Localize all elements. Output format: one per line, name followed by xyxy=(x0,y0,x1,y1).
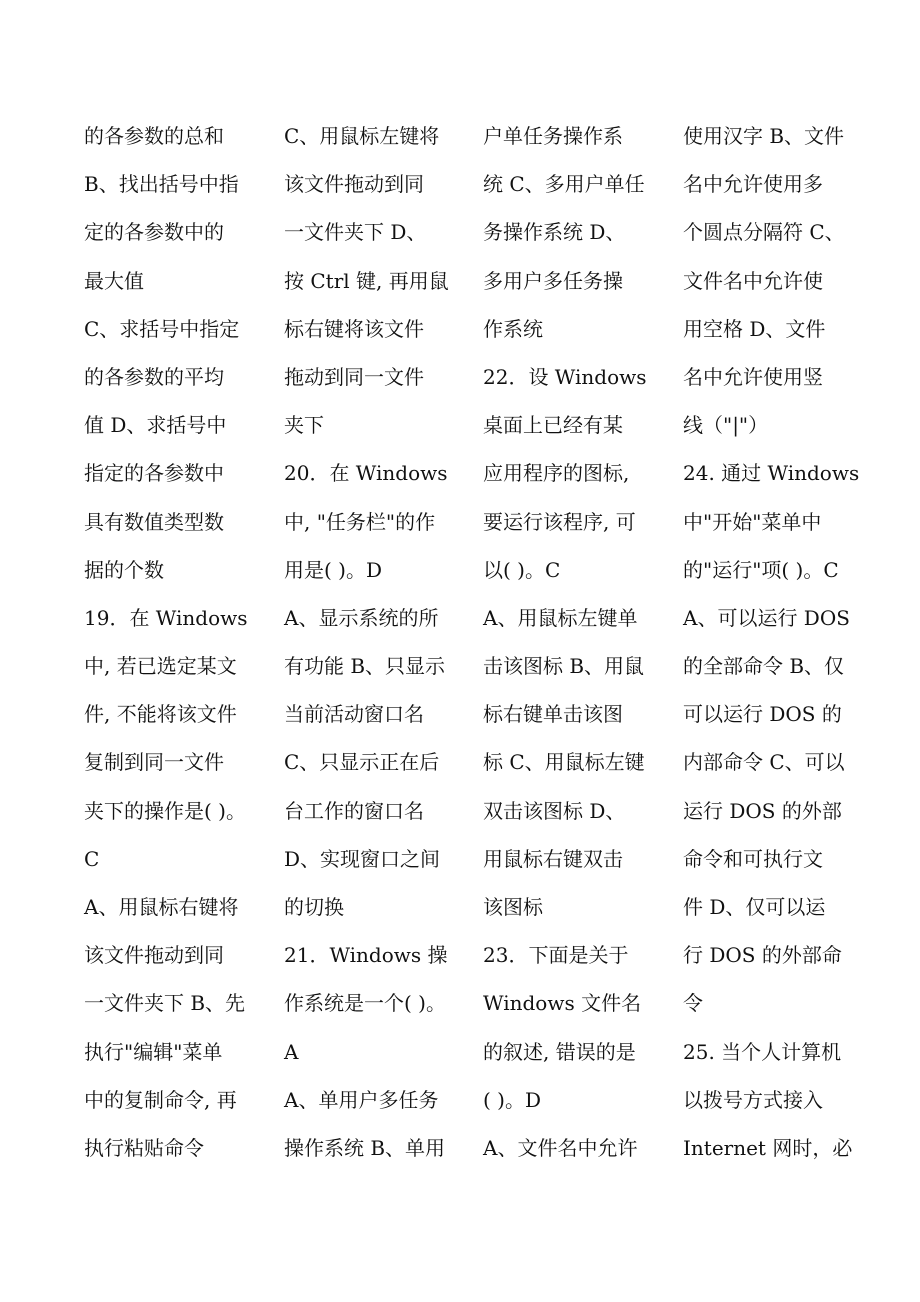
text-line: 统 C、多用户单任 xyxy=(483,172,645,197)
text-line: 21．Windows 操 xyxy=(284,943,448,968)
text-line: C、求括号中指定 xyxy=(84,316,240,341)
text-line: 中, "任务栏"的作 xyxy=(284,509,436,534)
text-line: 24. 通过 Windows xyxy=(683,461,860,486)
text-line: 中"开始"菜单中 xyxy=(683,509,822,534)
text-line: A、单用户多任务 xyxy=(284,1087,439,1112)
text-line: 作系统是一个( )。 xyxy=(284,991,446,1016)
text-line: 个圆点分隔符 C、 xyxy=(683,220,845,245)
text-line: 内部命令 C、可以 xyxy=(683,750,845,775)
text-line: 台工作的窗口名 xyxy=(284,798,424,823)
text-line: 件, 不能将该文件 xyxy=(84,702,237,727)
text-line: 以拨号方式接入 xyxy=(683,1087,823,1112)
text-line: 一文件夹下 D、 xyxy=(284,220,427,245)
text-line: 该文件拖动到同 xyxy=(284,172,424,197)
text-line: A、显示系统的所 xyxy=(284,605,439,630)
text-line: 击该图标 B、用鼠 xyxy=(483,654,645,679)
text-line: 双击该图标 D、 xyxy=(483,798,626,823)
text-line: 当前活动窗口名 xyxy=(284,702,424,727)
text-line: 定的各参数中的 xyxy=(84,220,224,245)
text-line: A、文件名中允许 xyxy=(483,1135,638,1160)
text-line: Windows 文件名 xyxy=(483,991,642,1016)
text-line: 具有数值类型数 xyxy=(84,509,224,534)
text-line: C xyxy=(84,846,100,871)
text-line: ( )。D xyxy=(483,1087,541,1112)
text-line: 文件名中允许使 xyxy=(683,268,823,293)
text-line: 多用户多任务操 xyxy=(483,268,623,293)
text-line: 的各参数的平均 xyxy=(84,364,224,389)
text-line: 线（"|"） xyxy=(683,413,769,438)
text-line: 最大值 xyxy=(84,268,144,293)
text-line: 标右键单击该图 xyxy=(483,702,623,727)
text-line: 中的复制命令, 再 xyxy=(84,1087,237,1112)
text-line: 中, 若已选定某文 xyxy=(84,654,237,679)
text-line: B、找出括号中指 xyxy=(84,172,239,197)
text-line: 用空格 D、文件 xyxy=(683,316,826,341)
text-line: 的"运行"项( )。C xyxy=(683,557,839,582)
text-line: A、可以运行 DOS xyxy=(683,605,850,630)
text-line: D、实现窗口之间 xyxy=(284,846,441,871)
text-line: 作系统 xyxy=(483,316,543,341)
text-line: 夹下 xyxy=(284,413,324,438)
text-line: A、用鼠标左键单 xyxy=(483,605,638,630)
text-line: 22．设 Windows xyxy=(483,364,647,389)
text-line: 要运行该程序, 可 xyxy=(483,509,636,534)
text-line: 执行"编辑"菜单 xyxy=(84,1039,223,1064)
text-line: 的各参数的总和 xyxy=(84,124,224,148)
text-line: 件 D、仅可以运 xyxy=(683,895,826,919)
text-line: 可以运行 DOS 的 xyxy=(683,702,842,727)
text-line: 拖动到同一文件 xyxy=(284,364,424,389)
text-line: 的切换 xyxy=(284,895,344,919)
text-line: 据的个数 xyxy=(84,557,164,582)
text-line: 行 DOS 的外部命 xyxy=(683,943,842,968)
text-line: 的全部命令 B、仅 xyxy=(683,654,845,679)
text-column-1 xyxy=(84,112,264,1172)
text-line: 命令和可执行文 xyxy=(683,846,823,871)
text-line: 用是( )。D xyxy=(284,557,382,582)
text-line: A xyxy=(284,1039,299,1064)
text-line: C、只显示正在后 xyxy=(284,750,440,775)
text-line: 名中允许使用多 xyxy=(683,172,823,197)
text-line: 20．在 Windows xyxy=(284,461,448,486)
text-line: 一文件夹下 B、先 xyxy=(84,991,246,1016)
text-line: 务操作系统 D、 xyxy=(483,220,626,245)
text-line: 运行 DOS 的外部 xyxy=(683,798,842,823)
text-line: 标右键将该文件 xyxy=(284,316,424,341)
text-line: 令 xyxy=(683,991,703,1016)
text-line: 该图标 xyxy=(483,895,543,919)
text-line: 户单任务操作系 xyxy=(483,124,623,148)
text-line: 用鼠标右键双击 xyxy=(483,846,623,871)
text-line: C、用鼠标左键将 xyxy=(284,124,440,148)
text-line: 应用程序的图标, xyxy=(483,461,630,486)
text-line: A、用鼠标右键将 xyxy=(84,895,239,919)
text-line: 标 C、用鼠标左键 xyxy=(483,750,645,775)
text-line: 执行粘贴命令 xyxy=(84,1135,204,1160)
text-line: 复制到同一文件 xyxy=(84,750,224,775)
text-line: 值 D、求括号中 xyxy=(84,413,227,438)
text-line: 使用汉字 B、文件 xyxy=(683,124,845,148)
text-line: 有功能 B、只显示 xyxy=(284,654,446,679)
text-line: 按 Ctrl 键, 再用鼠 xyxy=(284,268,449,293)
text-line: 19．在 Windows xyxy=(84,605,248,630)
text-column-4 xyxy=(683,112,863,1172)
text-line: 夹下的操作是( )。 xyxy=(84,798,246,823)
text-line: 25. 当个人计算机 xyxy=(683,1039,842,1064)
text-line: 的叙述, 错误的是 xyxy=(483,1039,636,1064)
text-line: 名中允许使用竖 xyxy=(683,364,823,389)
text-line: 指定的各参数中 xyxy=(84,461,224,486)
text-line: 操作系统 B、单用 xyxy=(284,1135,446,1160)
text-line: 该文件拖动到同 xyxy=(84,943,224,968)
text-column-3 xyxy=(483,112,663,1172)
text-line: 桌面上已经有某 xyxy=(483,413,623,438)
text-line: 23．下面是关于 xyxy=(483,943,629,968)
text-line: 以( )。C xyxy=(483,557,561,582)
text-column-2 xyxy=(284,112,464,1172)
text-line: Internet 网时，必 xyxy=(683,1135,853,1160)
